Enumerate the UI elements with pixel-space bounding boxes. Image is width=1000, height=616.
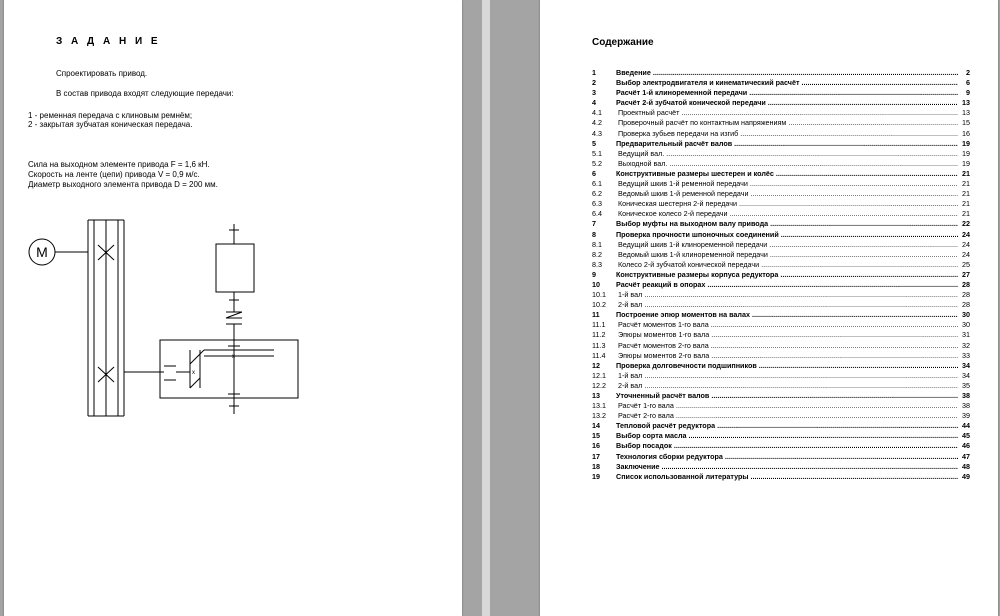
toc-entry-label: Уточненный расчёт валов ..... [616, 391, 958, 401]
toc-entry-page: 2 [966, 68, 970, 77]
toc-entry-label: Проверка прочности шпоночных соединений ..... [616, 230, 958, 240]
toc-entry-page: 6 [966, 78, 970, 88]
toc-entry-label: Технология сборки редуктора ..... [616, 452, 958, 462]
toc-entry-label: Проверочный расчёт по контактным напряжениям ..... [616, 118, 958, 128]
toc-entry[interactable] [592, 441, 970, 451]
toc-entry-page: 28 [962, 290, 970, 300]
toc-entry[interactable] [592, 139, 970, 149]
toc-entry-label: Построение эпюр моментов на валах ..... [616, 310, 958, 320]
toc-entry-page: 34 [962, 360, 970, 370]
toc-entry-label: Расчёт 1-го вала ..... [616, 401, 958, 411]
toc-entry[interactable] [592, 401, 970, 411]
toc-entry[interactable] [592, 300, 970, 310]
toc-entry-num: 4 [592, 98, 596, 108]
toc-entry[interactable] [592, 118, 970, 128]
table-of-contents [592, 68, 970, 482]
toc-entry-page: 24 [962, 229, 970, 239]
toc-entry-page: 38 [962, 391, 970, 400]
toc-entry-num: 11.1 [592, 320, 606, 330]
toc-entry-label: Выбор электродвигателя и кинематический расчёт ..... [616, 78, 958, 88]
toc-entry-num: 4.1 [592, 108, 602, 118]
parameter-line: Сила на выходном элементе привода F = 1,6 кН. [28, 160, 210, 169]
toc-entry[interactable] [592, 219, 970, 229]
toc-entry-label: Проверка долговечности подшипников ..... [616, 361, 958, 371]
toc-entry[interactable] [592, 351, 970, 361]
toc-entry-page: 25 [962, 259, 970, 269]
toc-entry-page: 24 [962, 239, 970, 249]
bevel-gearbox [160, 340, 298, 414]
toc-entry[interactable] [592, 371, 970, 381]
toc-entry-num: 6.4 [592, 209, 602, 219]
svg-text:x: x [232, 354, 235, 360]
toc-entry-label: Введение ..... [616, 68, 958, 78]
toc-entry-label: Расчёт 2-го вала ..... [616, 411, 958, 421]
page-title: З А Д А Н И Е [56, 36, 161, 47]
output-drum [216, 224, 254, 340]
toc-entry-num: 4.2 [592, 118, 602, 128]
toc-entry-num: 5.2 [592, 158, 602, 168]
toc-entry-page: 48 [962, 461, 970, 471]
toc-entry-page: 49 [962, 471, 970, 481]
toc-entry-num: 1 [592, 68, 596, 77]
toc-entry-num: 12 [592, 360, 600, 370]
toc-entry-page: 28 [962, 300, 970, 310]
toc-entry-page: 19 [962, 138, 970, 148]
toc-title: Содержание [592, 37, 654, 48]
toc-entry[interactable] [592, 462, 970, 472]
toc-entry-page: 47 [962, 451, 970, 461]
toc-entry[interactable] [592, 391, 970, 401]
toc-entry-page: 24 [962, 249, 970, 259]
toc-entry[interactable] [592, 411, 970, 421]
svg-text:x: x [192, 370, 195, 376]
toc-entry[interactable] [592, 68, 970, 78]
toc-entry-label: Коническое колесо 2-й передачи ..... [616, 209, 958, 219]
toc-entry-label: Ведомый шкив 1-й клиноременной передачи ..... [616, 250, 958, 260]
belt-drive [88, 220, 164, 416]
toc-entry-label: Выбор муфты на выходном валу привода ..... [616, 219, 958, 229]
toc-entry[interactable] [592, 280, 970, 290]
toc-entry-page: 39 [962, 411, 970, 421]
toc-entry-num: 12.2 [592, 380, 606, 390]
toc-entry-num: 8 [592, 229, 596, 239]
toc-entry[interactable] [592, 260, 970, 270]
toc-entry-label: Расчёт моментов 1-го вала ..... [616, 320, 958, 330]
toc-entry[interactable] [592, 431, 970, 441]
toc-entry-num: 11.3 [592, 340, 606, 350]
toc-entry[interactable] [592, 209, 970, 219]
toc-entry-label: Расчёт моментов 2-го вала ..... [616, 341, 958, 351]
toc-entry[interactable] [592, 240, 970, 250]
toc-entry-num: 10.2 [592, 300, 606, 310]
intro-text: Спроектировать привод. [56, 69, 148, 78]
toc-entry-label: 2-й вал ..... [616, 381, 958, 391]
toc-entry[interactable] [592, 169, 970, 179]
toc-entry-num: 6.2 [592, 189, 602, 199]
toc-entry-page: 16 [962, 128, 970, 138]
toc-entry-num: 2 [592, 78, 596, 88]
toc-entry[interactable] [592, 381, 970, 391]
toc-entry[interactable] [592, 361, 970, 371]
toc-entry-num: 15 [592, 431, 600, 441]
motor-label: M [36, 244, 48, 260]
toc-entry-label: Ведущий шкив 1-й клиноременной передачи ..... [616, 240, 958, 250]
toc-entry-page: 22 [962, 219, 970, 229]
toc-entry-label: Ведущий шкив 1-й ременной передачи ..... [616, 179, 958, 189]
toc-entry-label: Колесо 2-й зубчатой конической передачи ..... [616, 260, 958, 270]
toc-entry-num: 13.1 [592, 401, 606, 411]
toc-entry[interactable] [592, 310, 970, 320]
toc-entry-page: 21 [962, 199, 970, 209]
toc-entry[interactable] [592, 199, 970, 209]
toc-entry-page: 31 [962, 330, 970, 340]
toc-entry-label: Эпюры моментов 2-го вала ..... [616, 351, 958, 361]
toc-entry-page: 21 [962, 168, 970, 178]
toc-entry[interactable] [592, 472, 970, 482]
toc-entry-num: 6.1 [592, 179, 602, 189]
toc-entry[interactable] [592, 320, 970, 330]
document-page-left [4, 0, 462, 616]
toc-entry-num: 6.3 [592, 199, 602, 209]
toc-entry-page: 44 [962, 421, 970, 431]
toc-entry-num: 9 [592, 269, 596, 279]
toc-entry[interactable] [592, 270, 970, 280]
toc-entry-label: 1-й вал ..... [616, 371, 958, 381]
parameter-line: Диаметр выходного элемента привода D = 200 мм. [28, 180, 218, 189]
toc-entry-page: 19 [962, 148, 970, 158]
toc-entry-num: 5 [592, 138, 596, 148]
toc-entry-label: Проектный расчёт ..... [616, 108, 958, 118]
toc-entry-num: 8.1 [592, 239, 602, 249]
toc-entry-label: Список использованной литературы ..... [616, 472, 958, 482]
transmission-item: 1 - ременная передача с клиновым ремнём; [28, 111, 193, 120]
toc-entry-label: Тепловой расчёт редуктора ..... [616, 421, 958, 431]
motor-symbol [29, 239, 88, 265]
toc-entry-page: 28 [962, 279, 970, 289]
kinematic-scheme-diagram [4, 200, 462, 430]
toc-entry-page: 19 [962, 158, 970, 168]
toc-entry-label: Эпюры моментов 1-го вала ..... [616, 330, 958, 340]
toc-entry-page: 13 [962, 98, 970, 108]
toc-entry-page: 35 [962, 380, 970, 390]
toc-entry[interactable] [592, 330, 970, 340]
toc-entry-num: 16 [592, 441, 600, 451]
toc-entry-num: 8.2 [592, 249, 602, 259]
toc-entry-label: Выходной вал. ..... [616, 159, 958, 169]
toc-entry-page: 33 [962, 350, 970, 360]
toc-entry-num: 4.3 [592, 128, 602, 138]
toc-entry[interactable] [592, 290, 970, 300]
toc-entry-label: Проверка зубьев передачи на изгиб ..... [616, 129, 958, 139]
toc-entry-num: 12.1 [592, 370, 606, 380]
parameter-line: Скорость на ленте (цепи) привода V = 0,9 м/с. [28, 170, 200, 179]
page-gap-strip [482, 0, 490, 616]
toc-entry[interactable] [592, 230, 970, 240]
toc-entry-label: Выбор сорта масла ..... [616, 431, 958, 441]
toc-entry-num: 13.2 [592, 411, 606, 421]
toc-entry[interactable] [592, 88, 970, 98]
toc-entry-label: Расчёт 1-й клиноременной передачи ..... [616, 88, 958, 98]
toc-entry-page: 30 [962, 310, 970, 320]
toc-entry-label: Расчёт реакций в опорах ..... [616, 280, 958, 290]
toc-entry[interactable] [592, 129, 970, 139]
toc-entry-num: 6 [592, 168, 596, 178]
toc-entry[interactable] [592, 179, 970, 189]
toc-entry-page: 34 [962, 370, 970, 380]
toc-entry[interactable] [592, 159, 970, 169]
toc-entry-label: Выбор посадок ..... [616, 441, 958, 451]
toc-entry-num: 14 [592, 421, 600, 431]
toc-entry[interactable] [592, 341, 970, 351]
toc-entry[interactable] [592, 189, 970, 199]
toc-entry-num: 17 [592, 451, 600, 461]
toc-entry-label: Предварительный расчёт валов ..... [616, 139, 958, 149]
toc-entry-label: Конструктивные размеры корпуса редуктора ..... [616, 270, 958, 280]
toc-entry-num: 10.1 [592, 290, 606, 300]
toc-entry-page: 45 [962, 431, 970, 441]
document-page-right [540, 0, 998, 616]
toc-entry-label: Конструктивные размеры шестерен и колёс ..... [616, 169, 958, 179]
toc-entry-num: 11.2 [592, 330, 606, 340]
toc-entry[interactable] [592, 452, 970, 462]
toc-entry[interactable] [592, 108, 970, 118]
toc-entry-page: 27 [962, 269, 970, 279]
toc-entry-num: 8.3 [592, 259, 602, 269]
toc-entry-label: Заключение ..... [616, 462, 958, 472]
toc-entry-page: 30 [962, 320, 970, 330]
transmission-item: 2 - закрытая зубчатая коническая передача. [28, 120, 193, 129]
toc-entry-label: Ведущий вал. ..... [616, 149, 958, 159]
toc-entry-page: 21 [962, 209, 970, 219]
toc-entry-page: 21 [962, 189, 970, 199]
toc-entry[interactable] [592, 250, 970, 260]
toc-entry-num: 7 [592, 219, 596, 229]
toc-entry-page: 32 [962, 340, 970, 350]
toc-entry-num: 18 [592, 461, 600, 471]
toc-entry-page: 46 [962, 441, 970, 451]
toc-entry-label: Ведомый шкив 1-й ременной передачи ..... [616, 189, 958, 199]
toc-entry[interactable] [592, 149, 970, 159]
toc-entry-num: 11 [592, 310, 600, 320]
toc-entry-num: 13 [592, 391, 600, 400]
toc-entry-page: 13 [962, 108, 970, 118]
toc-entry-label: Коническая шестерня 2-й передачи ..... [616, 199, 958, 209]
composition-text: В состав привода входят следующие передачи: [56, 89, 234, 98]
toc-entry-num: 5.1 [592, 148, 602, 158]
toc-entry-num: 11.4 [592, 350, 606, 360]
toc-entry[interactable] [592, 78, 970, 88]
toc-entry-label: Расчёт 2-й зубчатой конической передачи ..... [616, 98, 958, 108]
toc-entry-page: 15 [962, 118, 970, 128]
toc-entry-page: 38 [962, 401, 970, 411]
toc-entry-num: 19 [592, 471, 600, 481]
toc-entry-page: 9 [966, 88, 970, 98]
toc-entry-label: 2-й вал ..... [616, 300, 958, 310]
toc-entry-label: 1-й вал ..... [616, 290, 958, 300]
toc-entry-num: 10 [592, 279, 600, 289]
toc-entry-num: 3 [592, 88, 596, 98]
toc-entry-page: 21 [962, 179, 970, 189]
toc-entry[interactable] [592, 421, 970, 431]
toc-entry[interactable] [592, 98, 970, 108]
